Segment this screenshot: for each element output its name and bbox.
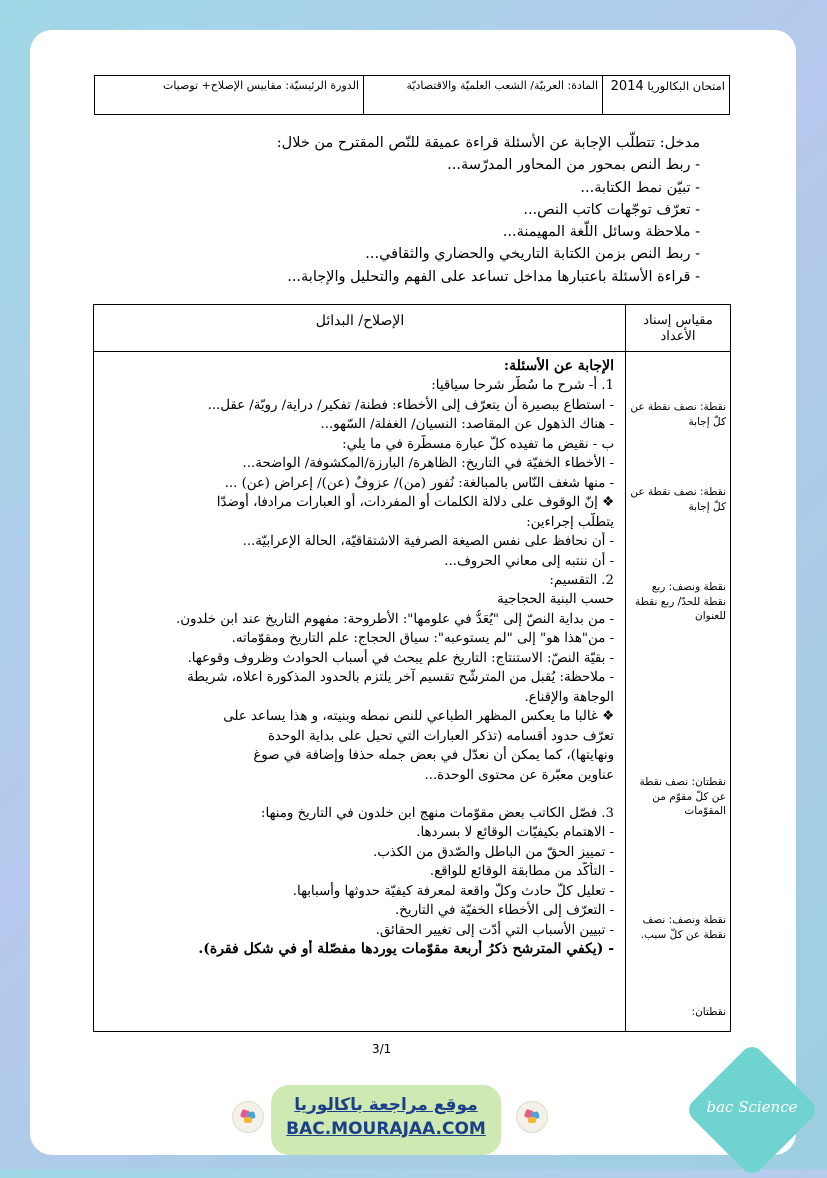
exam-cell — [602, 76, 729, 114]
answer-line: - أن ننتبه إلى معاني الحروف... — [444, 553, 614, 569]
answers-heading: الإجابة عن الأسئلة: — [503, 358, 614, 374]
session-cell: الدورة الرئيسيّة: مقاييس الإصلاح+ توصيات — [162, 79, 359, 92]
grade-note: نقطتان: — [691, 1006, 726, 1018]
grades-column-header: مقياس إسناد الأعداد — [643, 313, 713, 344]
header-divider — [94, 351, 730, 352]
answer-line: - الأخطاء الخفيّة في التاريخ: الظاهرة/ البارزة/المكشوفة/ الواضحة... — [242, 456, 614, 472]
answer-line: 2. التقسيم: — [549, 572, 614, 588]
answer-line: - تمييز الحقّ من الباطل والصّدق من الكذب. — [372, 844, 614, 860]
grade-note: نقطة ونصف: نصف نقطة عن كلّ سبب. — [640, 914, 726, 941]
grade-note: نقطة: نصف نقطة عن كلّ إجابة — [630, 401, 726, 428]
answer-line: - (يكفي المترشح ذكرُ أربعة مقوّمات يوردها مفصّلة أو في شكل فقرة). — [198, 941, 614, 958]
answer-line: 1. أ- شرح ما سُطّر شرحا سياقيا: — [431, 378, 614, 394]
exam-header-table — [94, 75, 730, 115]
answer-line: ونهايتها)، كما يمكن أن نعدّل في بعض جمله حذفا وإضافة في صوغ — [253, 748, 614, 764]
answer-line: - الاهتمام بكيفيّات الوقائع لا بسردها. — [416, 825, 614, 841]
answer-line: - تبيين الأسباب التي أدّت إلى تغيير الحقائق. — [375, 922, 614, 938]
answer-line: - منها شغف النّاس بالمبالغة: نُفور (من)/ عزوفٌ (عن)/ إعراض (عن) ... — [224, 475, 614, 491]
answer-line: عناوين معبّرة عن محتوى الوحدة... — [424, 767, 614, 783]
answer-line: - أن نحافظ على نفس الصيغة الصرفية الاشتقاقيّة، الحالة الإعرابيّة... — [242, 534, 614, 550]
answer-line: - هناك الذهول عن المقاصد: النسيان/ الغفلة/ السّهو... — [320, 417, 614, 433]
site-brand-banner[interactable] — [271, 1085, 501, 1155]
answer-line: يتطلّب إجراءين: — [526, 514, 614, 530]
grade-note: نقطة: نصف نقطة عن كلّ إجابة — [630, 486, 726, 513]
brand-arabic[interactable]: موقع مراجعة باكالوريا — [294, 1095, 478, 1115]
answer-line: 3. فصّل الكاتب بعض مقوّمات منهج ابن خلدون في التاريخ ومنها: — [261, 805, 614, 821]
answer-line: - استطاع ببصيرة أن يتعرّف إلى الأخطاء: فطنة/ تفكير/ دراية/ رويّة/ عقل... — [207, 397, 614, 413]
correction-table — [93, 304, 731, 1032]
intro-line: - ملاحظة وسائل اللّغة المهيمنة... — [502, 224, 700, 241]
intro-section — [100, 132, 700, 288]
answer-line: - ملاحظة: يُقبل من المترشّح تقسيم آخر يلتزم بالحدود المذكورة اعلاه، شريطة — [187, 670, 614, 686]
bac-science-label: bac Science — [706, 1098, 798, 1116]
site-logo-left-icon — [232, 1101, 264, 1133]
answer-line: ❖ غالبا ما يعكس المظهر الطباعي للنص نمطه وبنيته، و هذا يساعد على — [223, 709, 614, 725]
site-logo-right-icon — [516, 1101, 548, 1133]
answer-line: حسب البنية الحجاجية — [497, 592, 614, 608]
column-divider — [625, 305, 626, 1031]
answer-line: - من"هذا هو" إلى "لم يستوعبه": سياق الحجاج: علم التاريخ ومقوّماته. — [231, 631, 614, 647]
intro-line: مدخل: تتطلّب الإجابة عن الأسئلة قراءة عميقة للنّص المقترح من خلال: — [276, 135, 700, 151]
exam-year: 2014 — [610, 79, 644, 94]
subject-cell: المادة: العربيّة/ الشعب العلميّة والاقتصاديّة — [363, 76, 602, 114]
answer-line: - التعرّف إلى الأخطاء الخفيّة في التاريخ. — [394, 903, 614, 919]
answer-line: - بقيّة النصّ: الاستنتاج: التاريخ علم يبحث في أسباب الحوادث وظروف وقوعها. — [187, 650, 614, 666]
answer-line: الوجاهة والإقناع. — [524, 689, 614, 705]
intro-line: - ربط النص بمحور من المحاور المدرّسة... — [447, 157, 700, 174]
grade-note: نقطتان: نصف نقطة عن كلّ مقوّم من المقوّمات — [639, 776, 726, 817]
page-number: 3/1 — [372, 1042, 392, 1056]
answer-line: ب - نقيض ما تفيده كلّ عبارة مسطّرة في ما يلي: — [342, 436, 614, 452]
grade-note: نقطة ونصف: ربع نقطة للحدّ/ ربع نقطة للعنوان — [634, 581, 726, 622]
intro-line: - تبيّن نمط الكتابة... — [580, 179, 700, 196]
brand-url[interactable]: BAC.MOURAJAA.COM — [286, 1119, 486, 1139]
answers-content — [106, 357, 614, 960]
answer-spacer — [106, 785, 614, 804]
intro-line: - تعرّف توجّهات كاتب النص... — [523, 201, 700, 218]
answer-line: - من بداية النصّ إلى "يُعَدُّ في علومها": الأطروحة: مفهوم التاريخ عند ابن خلدون. — [175, 611, 614, 627]
intro-line: - ربط النص بزمن الكتابة التاريخي والحضاري والثقافي... — [365, 246, 700, 263]
intro-line: - قراءة الأسئلة باعتبارها مداخل تساعد على الفهم والتحليل والإجابة... — [287, 268, 700, 285]
answers-column-header: الإصلاح/ البدائل — [315, 313, 405, 329]
answer-line: - التأكّد من مطابقة الوقائع للواقع. — [429, 864, 614, 880]
answer-line: ❖ إنّ الوقوف على دلالة الكلمات أو المفردات، أو العبارات مرادفا، أوضدّا — [216, 495, 614, 511]
exam-label: امتحان البكالوريا — [647, 79, 725, 93]
answer-line: - تعليل كلّ حادث وكلّ واقعة لمعرفة كيفيّة حدوثها وأسبابها. — [292, 883, 614, 899]
answer-line: تعرّف حدود أقسامه (تذكر العبارات التي تحيل على بداية الوحدة — [267, 728, 614, 744]
